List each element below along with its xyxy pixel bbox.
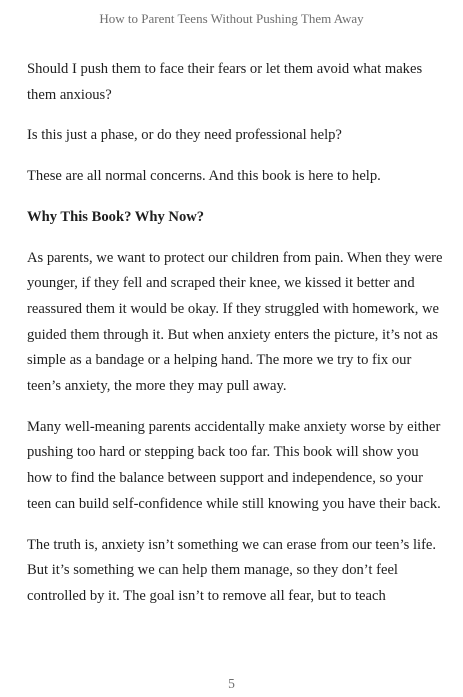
body-text bbox=[27, 57, 445, 625]
running-header: How to Parent Teens Without Pushing Them Away bbox=[99, 11, 364, 26]
paragraph-question-phase: Is this just a phase, or do they need professional help? bbox=[27, 127, 342, 144]
paragraph-well-meaning-parents: Many well-meaning parents accidentally make anxiety worse by either pushing too hard or stepping back too far. This book will show you how to find the balance between support and independence, so your teen can build self-confidence while still knowing you have their back. bbox=[27, 418, 441, 512]
page-number: 5 bbox=[228, 676, 235, 691]
paragraph-question-push: Should I push them to face their fears or let them avoid what makes them anxious? bbox=[27, 61, 423, 103]
section-heading: Why This Book? Why Now? bbox=[27, 208, 205, 225]
paragraph-truth-anxiety: The truth is, anxiety isn’t something we can erase from our teen’s life. But it’s something we can help them manage, so they don’t feel controlled by it. The goal isn’t to remove all fear, but to teach bbox=[27, 536, 437, 604]
paragraph-normal-concerns: These are all normal concerns. And this book is here to help. bbox=[27, 168, 381, 185]
paragraph-protect-children: As parents, we want to protect our children from pain. When they were younger, if they fell and scraped their knee, we kissed it better and reassured them it would be okay. If they struggled with homework, we guided them through it. But when anxiety enters the picture, it’s not as simple as a bandage or a helping hand. The more we try to fix our teen’s anxiety, the more they may pull away. bbox=[27, 249, 443, 395]
